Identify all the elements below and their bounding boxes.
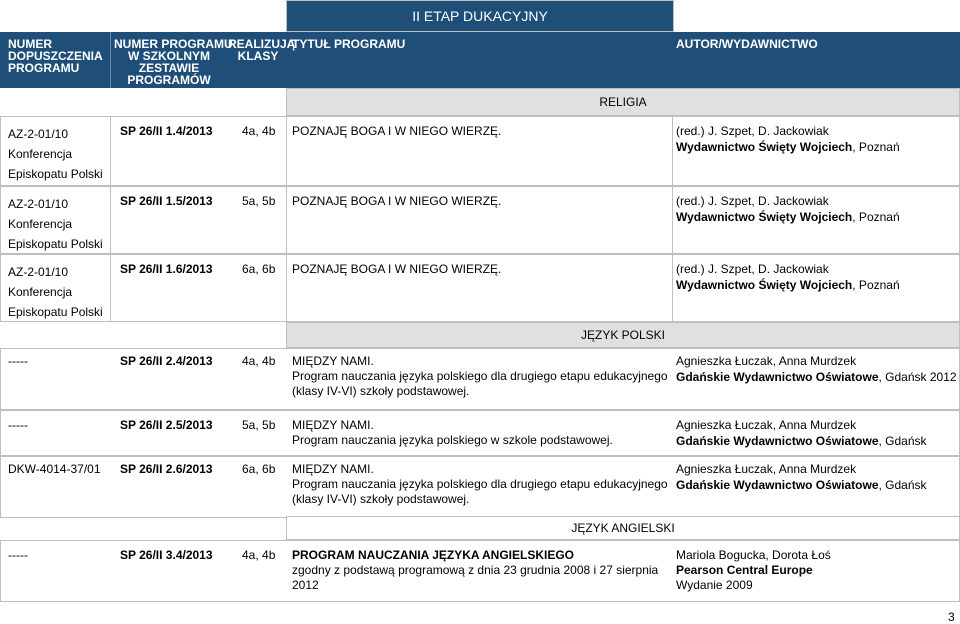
author: Agnieszka Łuczak, Anna Murdzek <box>676 462 857 476</box>
program-number: SP 26/II 1.5/2013 <box>120 194 213 208</box>
approval-number: AZ-2-01/10 Konferencja Episkopatu Polski <box>8 265 103 319</box>
classes: 4a, 4b <box>242 548 276 562</box>
approval-number: AZ-2-01/10 Konferencja Episkopatu Polski <box>8 197 103 251</box>
section-band-jezyk-angielski <box>286 516 960 540</box>
program-number: SP 26/II 2.5/2013 <box>120 418 213 432</box>
author: (red.) J. Szpet, D. Jackowiak <box>676 194 829 208</box>
program-title: MIĘDZY NAMI. Program nauczania języka polskiego dla drugiego etapu edukacyjnego (klasy IV-VI) szkoły podstawowej. <box>292 462 668 506</box>
program-title: POZNAJĘ BOGA I W NIEGO WIERZĘ. <box>292 124 502 138</box>
publisher: Wydawnictwo Święty Wojciech, Poznań <box>676 210 900 224</box>
program-number: SP 26/II 1.6/2013 <box>120 262 213 276</box>
publisher: Wydawnictwo Święty Wojciech, Poznań <box>676 278 900 292</box>
program-number: SP 26/II 2.6/2013 <box>120 462 213 476</box>
program-title: POZNAJĘ BOGA I W NIEGO WIERZĘ. <box>292 262 502 276</box>
stage-title-band <box>286 0 674 32</box>
header-program-number: NUMER PROGRAMU W SZKOLNYM ZESTAWIE PROGRAMÓW <box>114 37 233 87</box>
classes: 6a, 6b <box>242 462 276 476</box>
approval-number: AZ-2-01/10 Konferencja Episkopatu Polski <box>8 127 103 181</box>
author: Agnieszka Łuczak, Anna Murdzek <box>676 354 857 368</box>
section-title: RELIGIA <box>599 95 647 109</box>
header-divider <box>110 32 111 88</box>
program-number: SP 26/II 3.4/2013 <box>120 548 213 562</box>
program-title: POZNAJĘ BOGA I W NIEGO WIERZĘ. <box>292 194 502 208</box>
approval-number: ----- <box>8 354 28 368</box>
section-title: JĘZYK POLSKI <box>580 328 666 342</box>
classes: 4a, 4b <box>242 354 276 368</box>
column-divider <box>672 116 673 322</box>
program-title: PROGRAM NAUCZANIA JĘZYKA ANGIELSKIEGO zgodny z podstawą programową z dnia 23 grudnia 2008 i 27 sierpnia 2012 <box>292 548 659 592</box>
publisher: Wydawnictwo Święty Wojciech, Poznań <box>676 140 900 154</box>
section-band-religia <box>286 88 960 116</box>
author: (red.) J. Szpet, D. Jackowiak <box>676 124 829 138</box>
section-band-jezyk-polski <box>286 322 960 348</box>
program-title: MIĘDZY NAMI. Program nauczania języka polskiego dla drugiego etapu edukacyjnego (klasy IV-VI) szkoły podstawowej. <box>292 354 668 398</box>
header-author: AUTOR/WYDAWNICTWO <box>676 37 818 51</box>
publisher: Gdańskie Wydawnictwo Oświatowe, Gdańsk <box>676 434 927 448</box>
author: (red.) J. Szpet, D. Jackowiak <box>676 262 829 276</box>
header-approval-number: NUMER DOPUSZCZENIA PROGRAMU <box>8 37 103 75</box>
approval-number: DKW-4014-37/01 <box>8 462 101 476</box>
program-number: SP 26/II 2.4/2013 <box>120 354 213 368</box>
stage-title: II ETAP DUKACYJNY <box>412 8 548 24</box>
column-divider <box>110 116 111 322</box>
page-number: 3 <box>948 610 955 624</box>
author: Mariola Bogucka, Dorota Łoś Pearson Central Europe Wydanie 2009 <box>676 548 831 592</box>
program-title: MIĘDZY NAMI. Program nauczania języka polskiego w szkole podstawowej. <box>292 418 613 447</box>
column-divider <box>286 116 287 322</box>
approval-number: ----- <box>8 548 28 562</box>
approval-number: ----- <box>8 418 28 432</box>
program-number: SP 26/II 1.4/2013 <box>120 124 213 138</box>
classes: 5a, 5b <box>242 194 276 208</box>
publisher: Gdańskie Wydawnictwo Oświatowe, Gdańsk <box>676 478 927 492</box>
classes: 4a, 4b <box>242 124 276 138</box>
classes: 5a, 5b <box>242 418 276 432</box>
section-title: JĘZYK ANGIELSKI <box>571 521 675 535</box>
header-title: TYTUŁ PROGRAMU <box>292 37 406 51</box>
author: Agnieszka Łuczak, Anna Murdzek <box>676 418 857 432</box>
header-classes: REALIZUJĄ KLASY <box>228 37 296 63</box>
publisher: Gdańskie Wydawnictwo Oświatowe, Gdańsk 2012 <box>676 370 957 384</box>
classes: 6a, 6b <box>242 262 276 276</box>
table-header <box>0 32 960 88</box>
